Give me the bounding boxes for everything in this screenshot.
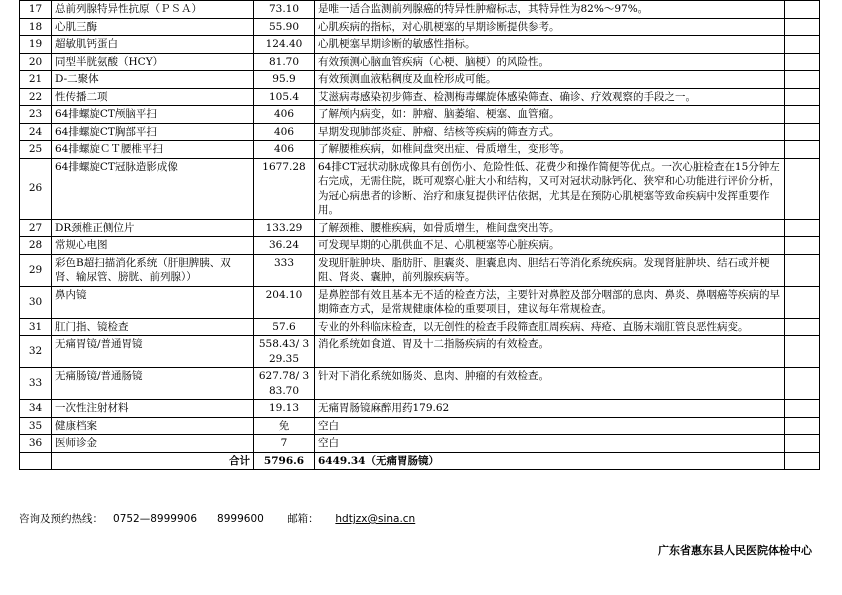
item-price: 406: [254, 106, 315, 124]
item-price: 81.70: [254, 53, 315, 71]
row-number: 18: [20, 18, 52, 36]
table-row: [20, 400, 820, 418]
item-description: 有效预测心脑血管疾病（心梗、脑梗）的风险性。: [315, 53, 785, 71]
row-number: 30: [20, 286, 52, 318]
item-description: 针对下消化系统如肠炎、息肉、肿瘤的有效检查。: [315, 368, 785, 400]
table-row: [20, 1, 820, 19]
extra-cell: [785, 158, 820, 219]
item-name: 同型半胱氨酸（HCY）: [52, 53, 254, 71]
item-price: 57.6: [254, 318, 315, 336]
hotline-phone-2: 8999600: [217, 513, 264, 525]
extra-cell: [785, 53, 820, 71]
item-description: 可发现早期的心肌供血不足、心肌梗塞等心脏疾病。: [315, 237, 785, 255]
item-price: 19.13: [254, 400, 315, 418]
item-name: 性传播二项: [52, 88, 254, 106]
table-row: [20, 417, 820, 435]
row-number: 20: [20, 53, 52, 71]
extra-cell: [785, 336, 820, 368]
email-link[interactable]: hdtjzx@sina.cn: [335, 513, 416, 525]
table-row: [20, 254, 820, 286]
item-price: 204.10: [254, 286, 315, 318]
row-number: 32: [20, 336, 52, 368]
item-price: 124.40: [254, 36, 315, 54]
extra-cell: [785, 71, 820, 89]
row-number: 35: [20, 417, 52, 435]
item-name: DR颈椎正侧位片: [52, 219, 254, 237]
item-price: 627.78/ 383.70: [254, 368, 315, 400]
item-name: 64排螺旋ＣＴ腰椎平扫: [52, 141, 254, 159]
item-description: 了解颈椎、腰椎疾病，如骨质增生，椎间盘突出等。: [315, 219, 785, 237]
price-table-body: [20, 1, 820, 453]
extra-cell: [785, 219, 820, 237]
item-price: 55.90: [254, 18, 315, 36]
extra-cell: [785, 141, 820, 159]
item-name: 鼻内镜: [52, 286, 254, 318]
table-row: [20, 141, 820, 159]
item-name: 一次性注射材料: [52, 400, 254, 418]
organization-name: 广东省惠东县人民医院体检中心: [658, 544, 812, 557]
extra-cell: [785, 106, 820, 124]
contact-footer: [19, 511, 415, 526]
table-row: [20, 123, 820, 141]
row-number: 27: [20, 219, 52, 237]
table-row: [20, 336, 820, 368]
row-number: 33: [20, 368, 52, 400]
item-price: 免: [254, 417, 315, 435]
item-description: 早期发现肺部炎症、肿瘤、结核等疾病的筛查方式。: [315, 123, 785, 141]
extra-cell: [785, 18, 820, 36]
extra-cell: [785, 254, 820, 286]
table-row: [20, 237, 820, 255]
table-row: [20, 158, 820, 219]
item-name: 彩色B超扫描消化系统（肝胆脾胰、双肾、输尿管、膀胱、前列腺））: [52, 254, 254, 286]
item-price: 406: [254, 123, 315, 141]
item-price: 333: [254, 254, 315, 286]
table-row: [20, 368, 820, 400]
item-description: 无痛胃肠镜麻醉用药179.62: [315, 400, 785, 418]
row-number: 36: [20, 435, 52, 453]
total-desc: 6449.34（无痛胃肠镜）: [315, 452, 785, 470]
item-price: 1677.28: [254, 158, 315, 219]
item-description: 是唯一适合监测前列腺癌的特异性肿瘤标志，其特异性为82%～97%。: [315, 1, 785, 19]
row-number: 26: [20, 158, 52, 219]
extra-cell: [785, 435, 820, 453]
extra-cell: [785, 1, 820, 19]
extra-cell: [785, 237, 820, 255]
row-number: 21: [20, 71, 52, 89]
item-name: 超敏肌钙蛋白: [52, 36, 254, 54]
item-name: 医师诊金: [52, 435, 254, 453]
extra-cell: [785, 286, 820, 318]
item-description: 了解腰椎疾病，如椎间盘突出症、骨质增生，变形等。: [315, 141, 785, 159]
table-row: [20, 219, 820, 237]
table-row: [20, 435, 820, 453]
row-number: 24: [20, 123, 52, 141]
table-row: [20, 106, 820, 124]
item-name: 64排螺旋CT胸部平扫: [52, 123, 254, 141]
item-price: 406: [254, 141, 315, 159]
row-number: 29: [20, 254, 52, 286]
item-price: 73.10: [254, 1, 315, 19]
item-price: 558.43/ 329.35: [254, 336, 315, 368]
row-number: 23: [20, 106, 52, 124]
total-blank: [20, 452, 52, 470]
total-label: 合计: [52, 452, 254, 470]
item-description: 空白: [315, 435, 785, 453]
hotline-phone-1: 0752—8999906: [113, 513, 198, 525]
extra-cell: [785, 452, 820, 470]
row-number: 31: [20, 318, 52, 336]
item-description: 艾滋病毒感染初步筛查、检测梅毒螺旋体感染筛查、确诊、疗效观察的手段之一。: [315, 88, 785, 106]
item-price: 95.9: [254, 71, 315, 89]
item-description: 心肌疾病的指标，对心肌梗塞的早期诊断提供参考。: [315, 18, 785, 36]
row-number: 25: [20, 141, 52, 159]
item-description: 发现肝脏肿块、脂肪肝、胆囊炎、胆囊息肉、胆结石等消化系统疾病。发现肾脏肿块、结石或并梗阻、肾炎、囊肿，前列腺疾病等。: [315, 254, 785, 286]
extra-cell: [785, 123, 820, 141]
item-price: 133.29: [254, 219, 315, 237]
item-price: 36.24: [254, 237, 315, 255]
item-name: 健康档案: [52, 417, 254, 435]
item-name: 无痛肠镜/普通肠镜: [52, 368, 254, 400]
item-name: 心肌三酶: [52, 18, 254, 36]
item-name: 肛门指、镜检查: [52, 318, 254, 336]
item-name: D-二聚体: [52, 71, 254, 89]
item-description: 心肌梗塞早期诊断的敏感性指标。: [315, 36, 785, 54]
table-row: [20, 18, 820, 36]
table-row: [20, 318, 820, 336]
item-description: 有效预测血液粘稠度及血栓形成可能。: [315, 71, 785, 89]
hotline-label: 咨询及预约热线：: [19, 513, 103, 525]
item-description: 空白: [315, 417, 785, 435]
extra-cell: [785, 36, 820, 54]
extra-cell: [785, 368, 820, 400]
item-price: 7: [254, 435, 315, 453]
row-number: 34: [20, 400, 52, 418]
extra-cell: [785, 417, 820, 435]
row-number: 19: [20, 36, 52, 54]
price-table: [19, 0, 820, 470]
extra-cell: [785, 88, 820, 106]
item-price: 105.4: [254, 88, 315, 106]
extra-cell: [785, 318, 820, 336]
item-description: 是鼻腔部有效且基本无不适的检查方法，主要针对鼻腔及部分咽部的息肉、鼻炎、鼻咽癌等疾病的早期筛查方式，是常规健康体检的重要项目，建议每年常规检查。: [315, 286, 785, 318]
item-description: 消化系统如食道、胃及十二指肠疾病的有效检查。: [315, 336, 785, 368]
table-row: [20, 88, 820, 106]
item-name: 64排螺旋CT颅脑平扫: [52, 106, 254, 124]
table-row: [20, 71, 820, 89]
item-description: 了解颅内病变，如：肿瘤、脑萎缩、梗塞、血管瘤。: [315, 106, 785, 124]
item-name: 常规心电图: [52, 237, 254, 255]
table-row: [20, 286, 820, 318]
table-row: [20, 36, 820, 54]
email-label: 邮箱：: [287, 513, 319, 525]
item-name: 64排螺旋CT冠脉造影成像: [52, 158, 254, 219]
item-description: 64排CT冠状动脉成像具有创伤小、危险性低、花费少和操作简便等优点。一次心脏检查在15分钟左右完成，无需住院，既可观察心脏大小和结构，又可对冠状动脉钙化、狭窄和心功能进行评价分析，为冠心病患者的诊断、治疗和康复提供评估依据，尤其是在预防心肌梗塞等致命疾病中发挥重要作用。: [315, 158, 785, 219]
item-description: 专业的外科临床检查，以无创性的检查手段筛查肛周疾病、痔疮、直肠末端肛管良恶性病变。: [315, 318, 785, 336]
row-number: 22: [20, 88, 52, 106]
item-name: 总前列腺特异性抗原（ＰＳＡ）: [52, 1, 254, 19]
total-row: [20, 452, 820, 470]
total-value: 5796.6: [254, 452, 315, 470]
row-number: 17: [20, 1, 52, 19]
item-name: 无痛胃镜/普通胃镜: [52, 336, 254, 368]
table-row: [20, 53, 820, 71]
extra-cell: [785, 400, 820, 418]
row-number: 28: [20, 237, 52, 255]
